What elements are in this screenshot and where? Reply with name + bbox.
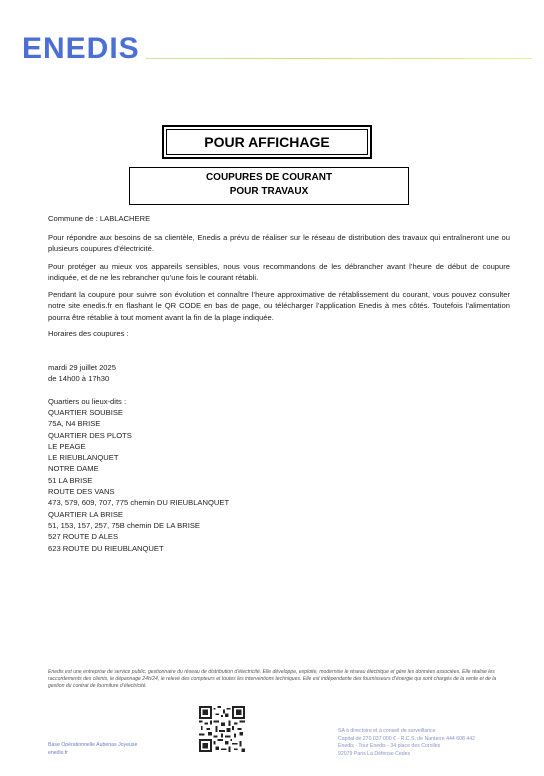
enedis-logo — [22, 30, 140, 64]
header-accent-line — [146, 58, 532, 59]
quartiers-list — [48, 407, 510, 554]
coupures-title-line2: POUR TRAVAUX — [229, 186, 309, 197]
quartier-item: QUARTIER SOUBISE — [48, 408, 123, 417]
coupure-time: de 14h00 à 17h30 — [48, 374, 110, 383]
quartier-item: 623 ROUTE DU RIEUBLANQUET — [48, 543, 164, 553]
quartier-item: ROUTE DES VANS — [48, 487, 115, 497]
legal-notice: Enedis est une entreprise de service public, gestionnaire du réseau de distribution d’électricité. Elle développe, exploite, modernise le réseau électrique et gère les données associées. Elle réalise les raccordements des clients, le dépannage 24h/24, le relevé des compteurs et toutes les interventions techniques. Elle est indépendante des fournisseurs d’énergie qui sont chargés de la vente et de la gestion du contrat de fourniture d’électricité. — [48, 669, 497, 689]
footer-base-name: Base Opérationnelle Aubenas Joyeuse — [48, 742, 138, 748]
coupures-title-line1: COUPURES DE COURANT — [205, 172, 333, 183]
quartier-item: 527 ROUTE D ALES — [48, 532, 119, 542]
coupure-date: mardi 29 juillet 2025 — [48, 363, 116, 372]
coupures-box — [129, 167, 409, 205]
quartier-item: NOTRE DAME — [48, 464, 99, 474]
footer-legal-line: Capital de 270 037 000 € - R.C.S. de Nanterre 444 608 442 — [338, 735, 475, 742]
paragraph-3: Pendant la coupure pour suivre son évolution et connaître l’heure approximative de rétablissement du courant, vous pouvez consulter notre site enedis.fr en flashant le QR CODE en bas de page, ou télécharger l’application Enedis à mes côtés. Toutefois l’alimentation pourra être rétablie à tout moment avant la fin de la plage indiquée. — [48, 290, 510, 322]
footer-right — [338, 728, 475, 758]
footer-legal-line: SA à directoire et à conseil de surveillance — [338, 728, 436, 734]
paragraph-2: Pour protéger au mieux vos appareils sensibles, nous vous recommandons de les débrancher avant l’heure de début de coupure indiquée, et de ne les rebrancher qu’une fois le courant rétabli. — [48, 262, 510, 283]
quartier-item: 75A, N4 BRISE — [48, 419, 101, 429]
quartier-item: QUARTIER DES PLOTS — [48, 430, 132, 440]
quartiers-label: Quartiers ou lieux-dits : — [48, 397, 127, 406]
quartier-item: 51, 153, 157, 257, 75B chemin DE LA BRISE — [48, 520, 200, 530]
pour-affichage-title: POUR AFFICHAGE — [166, 129, 368, 155]
quartier-item: LE RIEUBLANQUET — [48, 453, 119, 463]
qr-code[interactable] — [199, 706, 245, 752]
svg-text:ENEDIS: ENEDIS — [22, 32, 140, 64]
commune-line: Commune de : LABLACHERE — [48, 214, 151, 223]
footer-website-link[interactable]: enedis.fr — [48, 749, 68, 756]
pour-affichage-box — [162, 125, 372, 159]
quartier-item: 51 LA BRISE — [48, 475, 93, 485]
footer-left — [48, 742, 137, 757]
footer-address-line: Enedis - Tour Enedis - 34 place des Corolles — [338, 743, 441, 749]
footer-address-line: 92079 Paris La Défense Cedex — [338, 750, 411, 757]
quartier-item: QUARTIER LA BRISE — [48, 509, 123, 519]
horaires-label: Horaires des coupures : — [48, 329, 129, 338]
quartier-item: 473, 579, 609, 707, 775 chemin DU RIEUBLANQUET — [48, 498, 230, 508]
quartier-item: LE PEAGE — [48, 441, 86, 451]
paragraph-1: Pour répondre aux besoins de sa clientèle, Enedis a prévu de réaliser sur le réseau de distribution des travaux qui entraîneront une ou plusieurs coupures d’électricité. — [48, 233, 510, 254]
